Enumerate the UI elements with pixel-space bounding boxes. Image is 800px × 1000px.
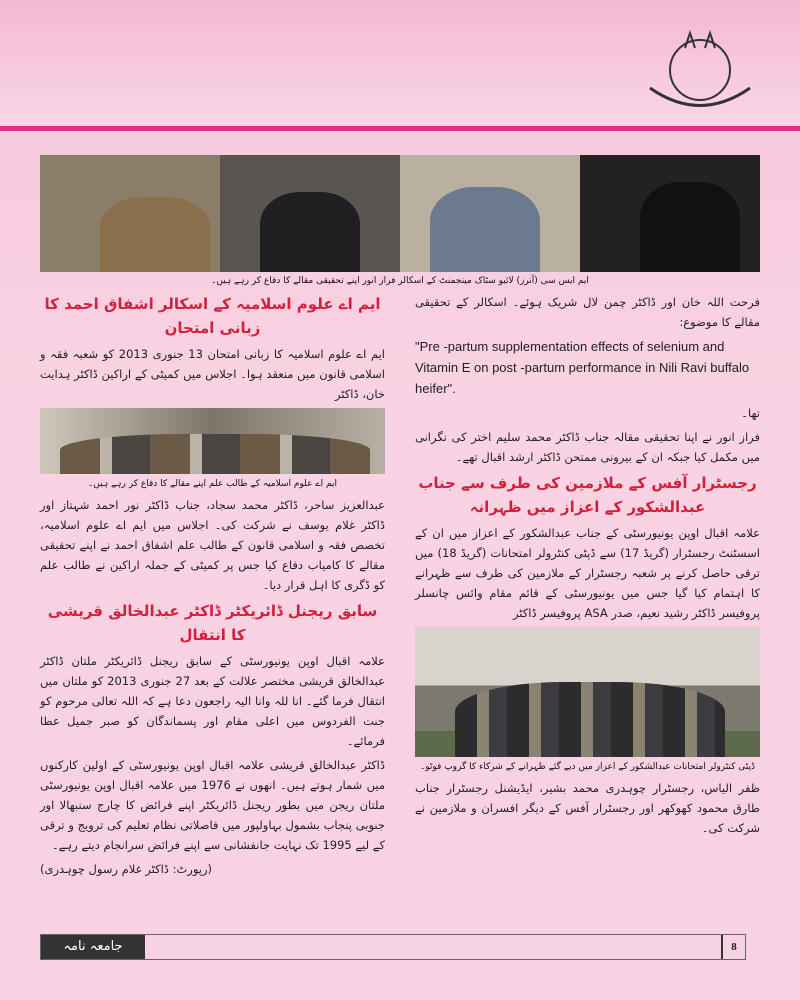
top-photo [40, 155, 760, 272]
left-column [40, 292, 385, 924]
top-photo-caption: ایم ایس سی (آنرز) لائیو سٹاک مینجمنٹ کے اسکالر فراز انور اپنے تحقیقی مقالے کا دفاع کر رہے ہیں۔ [211, 276, 589, 286]
right-tha: تھا۔ [741, 406, 760, 420]
right-para-2: فراز انور نے اپنا تحقیقی مقالہ جناب ڈاکٹر محمد سلیم اختر کی نگرانی میں مکمل کیا جبکہ ان کے بیرونی ممتحن ڈاکٹر ارشد اقبال تھے۔ [415, 430, 760, 464]
left-heading-2: سابق ریجنل ڈائریکٹر ڈاکٹر عبدالخالق قریشی کا انتقال [47, 602, 378, 644]
right-para-3: علامہ اقبال اوپن یونیورسٹی کے جناب عبدالشکور کے اعزاز میں ان کے اسسٹنٹ رجسٹرار (گریڈ 17) سے ڈپٹی کنٹرولر امتحانات (گریڈ 18) میں ترقی حاصل کرنے پر شعبہ رجسٹرار کے ملازمین کی طرف سے ظہرانے کا اہتمام کیا گیا جس میں یونیورسٹی کے قائم مقام وائس چانسلر پروفیسر ڈاکٹر رشید نعیم، صدر ASA پروفیسر ڈاکٹر [415, 526, 760, 620]
footer-bar [40, 934, 746, 960]
page-number: 8 [721, 935, 745, 959]
right-para-4: ظفر الیاس، رجسٹرار چوہدری محمد بشیر، ایڈیشنل رجسٹرار جناب طارق محمود کھوکھر اور رجسٹرار آفس کے دیگر افسران و ملازمین نے شرکت کی۔ [415, 781, 760, 835]
report-credit: (رپورٹ: ڈاکٹر غلام رسول چوہدری) [40, 862, 213, 876]
right-column [415, 292, 760, 924]
left-para-4: ڈاکٹر عبدالخالق قریشی علامہ اقبال اوپن یونیورسٹی کے اولین کارکنوں میں شمار ہوتے ہیں۔ انھوں نے 1976 میں علامہ اقبال اوپن یونیورسٹی ملتان ریجن میں بطور ریجنل ڈائریکٹر اپنے فرائض کا چارج سنبھالا اور جنوبی پنجاب بشمول بہاولپور میں فاصلاتی نظام تعلیم کی ترویج و ترقی کے لیے 1995 تک نہایت جانفشانی سے اپنے فرائض سرانجام دیتے رہے۔ [40, 758, 385, 852]
viva-photo [40, 408, 385, 474]
thesis-title: "Pre -partum supplementation effects of selenium and Vitamin E on post -partum performance in Nili Ravi buffalo heifer". [415, 339, 750, 396]
left-heading-1: ایم اے علوم اسلامیہ کے اسکالر اشفاق احمد کا زبانی امتحان [44, 295, 381, 337]
left-para-3: علامہ اقبال اوپن یونیورسٹی کے سابق ریجنل ڈائریکٹر ملتان ڈاکٹر عبدالخالق قریشی مختصر علالت کے بعد 27 جنوری 2013 کو ملتان میں انتقال فرما گئے۔ انا للہ وانا الیہ راجعون دعا ہے کہ اللہ تعالی مرحوم کو جنت الفردوس میں اعلی مقام اور پسماندگان کو صبر جمیل عطا فرمائے۔ [40, 654, 385, 748]
left-para-1: ایم اے علوم اسلامیہ کا زبانی امتحان 13 جنوری 2013 کو شعبہ فقہ و اسلامی قانون میں منعقد ہوا۔ اجلاس میں کمیٹی کے اراکین ڈاکٹر ہدایت خان، ڈاکٹر [40, 347, 385, 401]
publication-title: جامعہ نامہ [41, 935, 145, 959]
left-para-2: عبدالعزیز ساحر، ڈاکٹر محمد سجاد، جناب ڈاکٹر نور احمد شہتاز اور ڈاکٹر غلام یوسف نے شرکت کی۔ اجلاس میں ایم اے علوم اسلامیہ، تخصص فقہ و اسلامی قانون کے طالب علم اشفاق احمد نے اپنے تحقیقی مقالے کا کامیاب دفاع کیا جس پر کمیٹی کے جملہ اراکین نے طالب علم کو ڈگری کا اہل قرار دیا۔ [40, 498, 385, 592]
group-photo-caption: ڈپٹی کنٹرولر امتحانات عبدالشکور کے اعزاز میں دیے گئے ظہرانے کے شرکاء کا گروپ فوٹو۔ [419, 762, 756, 772]
group-photo [415, 627, 760, 757]
viva-photo-caption: ایم اے علوم اسلامیہ کے طالب علم اپنے مقالے کا دفاع کر رہے ہیں۔ [88, 479, 337, 489]
header-divider [0, 126, 800, 131]
right-para-1: فرحت اللہ خان اور ڈاکٹر چمن لال شریک ہوئے۔ اسکالر کے تحقیقی مقالے کا موضوع: [415, 295, 760, 329]
university-logo [640, 28, 760, 118]
right-heading-2: رجسٹرار آفس کے ملازمین کی طرف سے جناب عبدالشکور کے اعزاز میں ظہرانہ [418, 474, 757, 516]
